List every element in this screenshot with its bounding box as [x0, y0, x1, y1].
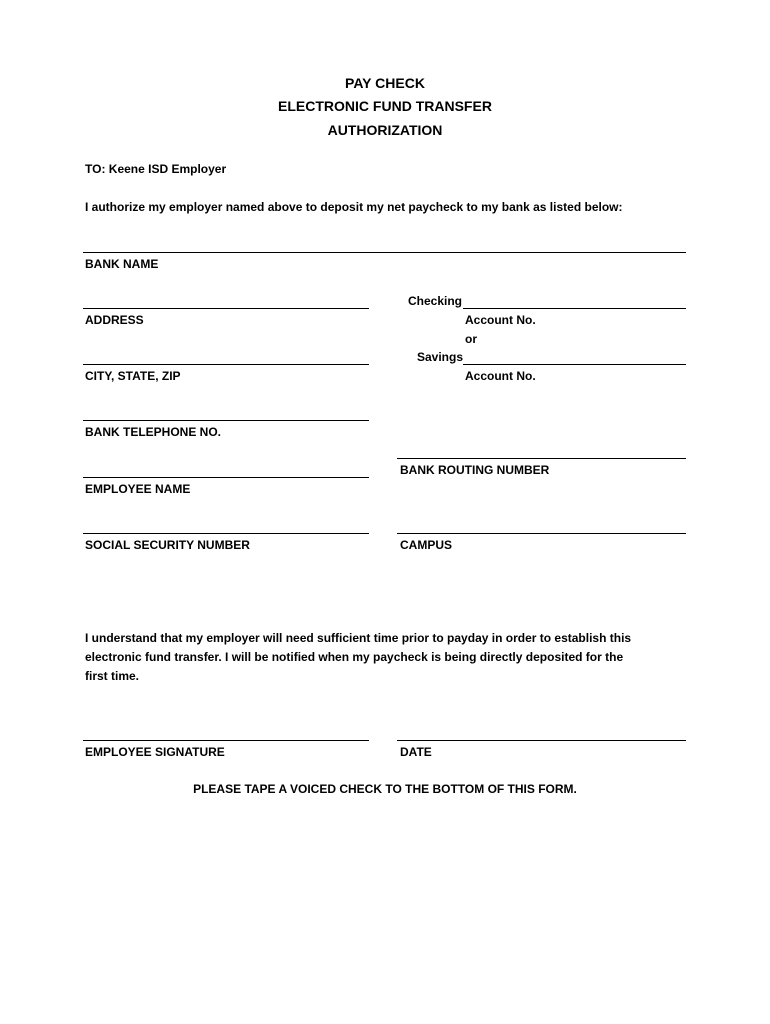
notice-paragraph [85, 629, 665, 686]
notice-line-2: electronic fund transfer. I will be notified when my paycheck is being directly deposited for the [85, 650, 624, 664]
savings-label: Savings [417, 350, 464, 364]
bank-routing-input-line[interactable] [397, 458, 686, 459]
campus-label: CAMPUS [400, 538, 453, 552]
social-security-input-line[interactable] [83, 533, 369, 534]
checking-label: Checking [408, 294, 463, 308]
employee-name-input-line[interactable] [83, 477, 369, 478]
notice-line-1: I understand that my employer will need sufficient time prior to payday in order to establish this [85, 631, 632, 645]
savings-account-input-line[interactable] [463, 364, 686, 365]
or-label: or [465, 332, 477, 346]
bank-name-label: BANK NAME [85, 257, 159, 271]
campus-input-line[interactable] [397, 533, 686, 534]
bank-telephone-input-line[interactable] [83, 420, 369, 421]
form-title-line-3: AUTHORIZATION [327, 122, 443, 138]
employee-signature-label: EMPLOYEE SIGNATURE [85, 745, 225, 759]
bank-routing-label: BANK ROUTING NUMBER [400, 463, 550, 477]
notice-line-3: first time. [85, 669, 140, 683]
city-state-zip-input-line[interactable] [83, 364, 369, 365]
to-line: TO: Keene ISD Employer [85, 162, 227, 176]
savings-account-label: Account No. [465, 369, 536, 383]
bank-telephone-label: BANK TELEPHONE NO. [85, 425, 222, 439]
employee-signature-input-line[interactable] [83, 740, 369, 741]
city-state-zip-label: CITY, STATE, ZIP [85, 369, 181, 383]
checking-account-label: Account No. [465, 313, 536, 327]
address-input-line[interactable] [83, 308, 369, 309]
date-input-line[interactable] [397, 740, 686, 741]
form-title-line-1: PAY CHECK [345, 75, 425, 91]
authorization-text: I authorize my employer named above to deposit my net paycheck to my bank as listed below: [85, 200, 623, 214]
address-label: ADDRESS [85, 313, 144, 327]
employee-name-label: EMPLOYEE NAME [85, 482, 191, 496]
social-security-label: SOCIAL SECURITY NUMBER [85, 538, 250, 552]
form-title-line-2: ELECTRONIC FUND TRANSFER [278, 98, 492, 114]
footer-instruction: PLEASE TAPE A VOICED CHECK TO THE BOTTOM OF THIS FORM. [193, 782, 577, 796]
date-label: DATE [400, 745, 432, 759]
checking-account-input-line[interactable] [463, 308, 686, 309]
bank-name-input-line[interactable] [83, 252, 686, 253]
